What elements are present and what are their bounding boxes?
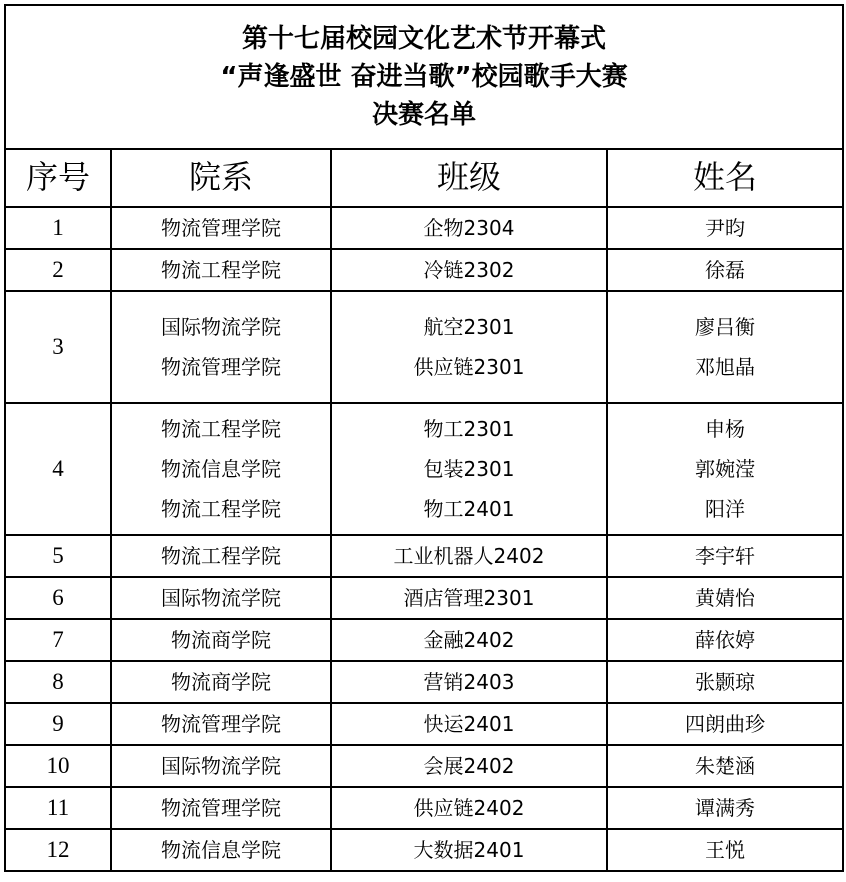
class-text: 物工2301 (423, 417, 515, 441)
department-cell (111, 703, 331, 745)
table-row (5, 829, 843, 871)
class-text: 工业机器人2402 (393, 544, 545, 568)
department-text: 物流信息学院 (161, 457, 281, 481)
name-cell-stack (608, 746, 842, 786)
name-cell-stack (608, 307, 842, 387)
row-number: 9 (5, 703, 111, 745)
roster-body (5, 207, 843, 871)
row-number: 8 (5, 661, 111, 703)
table-row (5, 249, 843, 291)
contestant-name: 朱楚涵 (695, 754, 756, 778)
department-text: 国际物流学院 (161, 586, 281, 610)
row-number: 7 (5, 619, 111, 661)
department-text: 物流工程学院 (161, 258, 281, 282)
department-cell (111, 535, 331, 577)
class-cell (331, 403, 607, 535)
finalist-table (4, 4, 844, 872)
table-row (5, 403, 843, 535)
class-text: 金融2402 (423, 628, 515, 652)
class-cell-stack (332, 250, 606, 290)
contestant-name: 黄婧怡 (695, 586, 756, 610)
header-name: 姓名 (607, 149, 843, 207)
class-text: 供应链2301 (413, 355, 525, 379)
table-row (5, 787, 843, 829)
department-cell-stack (112, 208, 330, 248)
name-cell (607, 661, 843, 703)
name-cell (607, 291, 843, 403)
class-text: 企物2304 (423, 216, 515, 240)
header-row (5, 149, 843, 207)
name-cell-stack (608, 536, 842, 576)
row-number: 12 (5, 829, 111, 871)
department-cell (111, 787, 331, 829)
class-cell (331, 703, 607, 745)
department-cell (111, 829, 331, 871)
name-cell-stack (608, 250, 842, 290)
row-number: 10 (5, 745, 111, 787)
name-cell (607, 403, 843, 535)
table-row (5, 535, 843, 577)
list-title: 决赛名单 (372, 100, 477, 130)
name-cell (607, 787, 843, 829)
class-cell (331, 661, 607, 703)
class-text: 冷链2302 (423, 258, 515, 282)
department-cell (111, 661, 331, 703)
department-text: 物流工程学院 (161, 544, 281, 568)
name-cell-stack (608, 620, 842, 660)
name-cell (607, 249, 843, 291)
row-number: 4 (5, 403, 111, 535)
class-cell-stack (332, 409, 606, 529)
department-text: 物流商学院 (171, 670, 271, 694)
class-cell-stack (332, 704, 606, 744)
contestant-name: 四朗曲珍 (685, 712, 766, 736)
department-cell (111, 291, 331, 403)
contestant-name: 申杨 (705, 417, 746, 441)
header-class: 班级 (331, 149, 607, 207)
table-row (5, 661, 843, 703)
department-text: 物流管理学院 (161, 796, 281, 820)
class-cell (331, 577, 607, 619)
class-cell-stack (332, 578, 606, 618)
table-row (5, 745, 843, 787)
class-text: 航空2301 (423, 315, 515, 339)
contest-title: “声逢盛世 奋进当歌”校园歌手大赛 (220, 62, 628, 92)
class-cell (331, 787, 607, 829)
name-cell-stack (608, 409, 842, 529)
table-row (5, 703, 843, 745)
class-cell-stack (332, 620, 606, 660)
row-number: 3 (5, 291, 111, 403)
department-cell-stack (112, 307, 330, 387)
department-text: 国际物流学院 (161, 315, 281, 339)
class-cell (331, 249, 607, 291)
department-cell (111, 207, 331, 249)
class-cell-stack (332, 536, 606, 576)
class-text: 营销2403 (423, 670, 515, 694)
row-number: 1 (5, 207, 111, 249)
class-cell (331, 291, 607, 403)
department-cell-stack (112, 662, 330, 702)
row-number: 11 (5, 787, 111, 829)
department-cell-stack (112, 704, 330, 744)
table-row (5, 577, 843, 619)
department-cell-stack (112, 409, 330, 529)
name-cell-stack (608, 208, 842, 248)
name-cell-stack (608, 788, 842, 828)
department-cell-stack (112, 788, 330, 828)
header-no: 序号 (5, 149, 111, 207)
contestant-name: 李宇轩 (695, 544, 756, 568)
department-cell (111, 619, 331, 661)
department-cell (111, 577, 331, 619)
class-text: 酒店管理2301 (403, 586, 535, 610)
event-title: 第十七届校园文化艺术节开幕式 (242, 24, 607, 54)
contestant-name: 徐磊 (705, 258, 746, 282)
contestant-name: 邓旭晶 (695, 355, 756, 379)
class-cell-stack (332, 788, 606, 828)
department-cell-stack (112, 578, 330, 618)
title-block (5, 5, 843, 149)
class-cell (331, 207, 607, 249)
row-number: 2 (5, 249, 111, 291)
name-cell (607, 703, 843, 745)
class-text: 快运2401 (423, 712, 515, 736)
class-cell-stack (332, 746, 606, 786)
row-number: 5 (5, 535, 111, 577)
department-text: 物流管理学院 (161, 216, 281, 240)
contestant-name: 张颢琼 (695, 670, 756, 694)
class-text: 包装2301 (423, 457, 515, 481)
department-cell (111, 249, 331, 291)
class-text: 物工2401 (423, 497, 515, 521)
name-cell-stack (608, 830, 842, 870)
name-cell (607, 207, 843, 249)
contestant-name: 阳洋 (705, 497, 746, 521)
contestant-name: 薛依婷 (695, 628, 756, 652)
row-number: 6 (5, 577, 111, 619)
department-cell-stack (112, 620, 330, 660)
name-cell-stack (608, 704, 842, 744)
name-cell (607, 619, 843, 661)
name-cell (607, 745, 843, 787)
department-cell (111, 403, 331, 535)
name-cell-stack (608, 578, 842, 618)
department-text: 国际物流学院 (161, 754, 281, 778)
department-cell-stack (112, 536, 330, 576)
department-text: 物流工程学院 (161, 417, 281, 441)
class-cell (331, 745, 607, 787)
name-cell (607, 535, 843, 577)
class-text: 大数据2401 (413, 838, 525, 862)
table-row (5, 291, 843, 403)
contestant-name: 廖吕衡 (695, 315, 756, 339)
name-cell (607, 829, 843, 871)
contestant-name: 郭婉滢 (695, 457, 756, 481)
class-text: 供应链2402 (413, 796, 525, 820)
class-cell (331, 619, 607, 661)
department-cell-stack (112, 830, 330, 870)
class-cell-stack (332, 307, 606, 387)
department-cell-stack (112, 250, 330, 290)
name-cell-stack (608, 662, 842, 702)
contestant-name: 王悦 (705, 838, 746, 862)
department-text: 物流信息学院 (161, 838, 281, 862)
table-row (5, 619, 843, 661)
class-text: 会展2402 (423, 754, 515, 778)
name-cell (607, 577, 843, 619)
department-text: 物流商学院 (171, 628, 271, 652)
contestant-name: 尹昀 (705, 216, 746, 240)
class-cell-stack (332, 830, 606, 870)
class-cell-stack (332, 208, 606, 248)
contestant-name: 谭满秀 (695, 796, 756, 820)
table-row (5, 207, 843, 249)
department-text: 物流工程学院 (161, 497, 281, 521)
class-cell (331, 829, 607, 871)
header-department: 院系 (111, 149, 331, 207)
class-cell-stack (332, 662, 606, 702)
class-cell (331, 535, 607, 577)
department-cell (111, 745, 331, 787)
department-cell-stack (112, 746, 330, 786)
department-text: 物流管理学院 (161, 712, 281, 736)
department-text: 物流管理学院 (161, 355, 281, 379)
